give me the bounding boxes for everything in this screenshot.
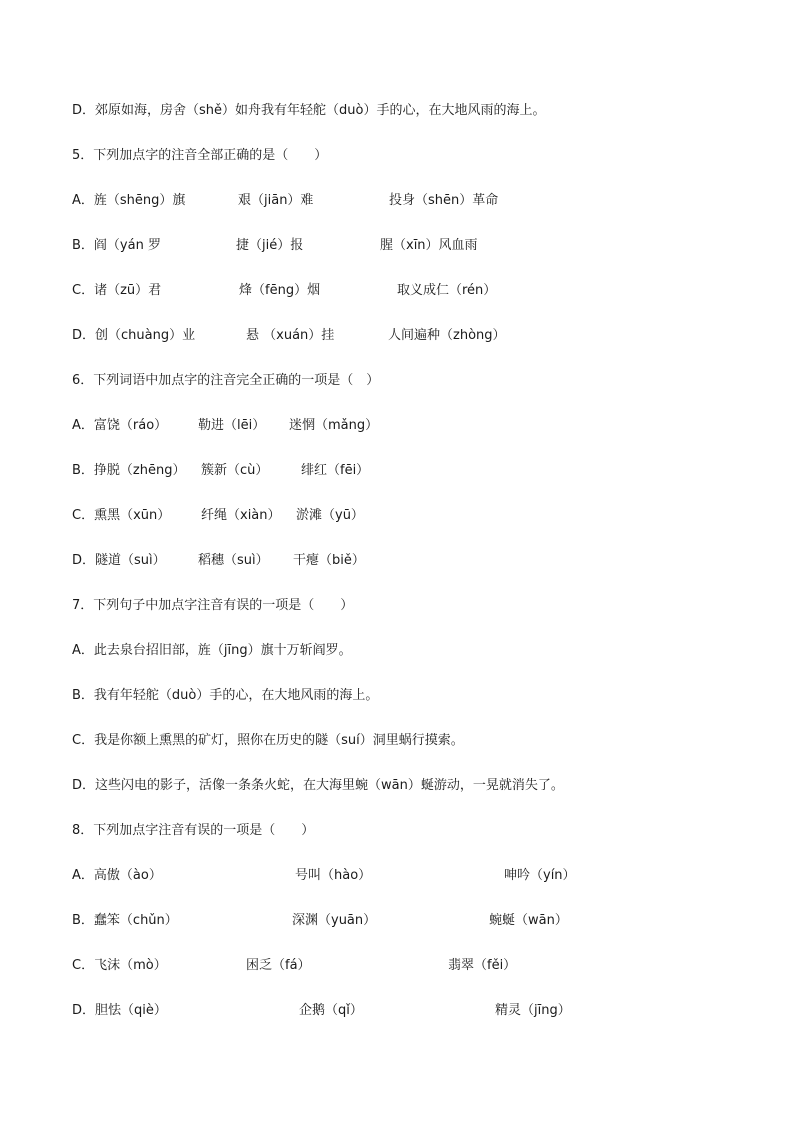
option-term: 悬 （xuán）挂 — [246, 328, 335, 343]
line-text: 7．下列句子中加点字注音有误的一项是（ ） — [72, 598, 354, 613]
line-text: D．这些闪电的影子，活像一条条火蛇，在大海里蜿（wān）蜒游动，一晃就消失了。 — [72, 778, 564, 793]
option-term: A．旌（shēng）旗 — [72, 193, 186, 208]
line-text: 8．下列加点字注音有误的一项是（ ） — [72, 823, 315, 838]
option-term: B．挣脱（zhēng） — [72, 463, 186, 478]
line-text: B．我有年轻舵（duò）手的心，在大地风雨的海上。 — [72, 688, 379, 703]
line-text: C．我是你额上熏黑的矿灯，照你在历史的隧（suí）洞里蜗行摸索。 — [72, 733, 464, 748]
line-text: 5．下列加点字的注音全部正确的是（ ） — [72, 148, 328, 163]
option-term: C．诸（zū）君 — [72, 283, 162, 298]
option-term: 蜿蜒（wān） — [489, 913, 568, 928]
option-term: 纤绳（xiàn） — [201, 508, 281, 523]
option-term: B．蠢笨（chǔn） — [72, 913, 178, 928]
option-term: 腥（xīn）风血雨 — [380, 238, 478, 253]
option-term: 稻穗（suì） — [198, 553, 269, 568]
option-term: 呻吟（yín） — [504, 868, 576, 883]
option-term: C．熏黑（xūn） — [72, 508, 171, 523]
question-7-stem — [72, 596, 353, 616]
question-4-option-d — [72, 101, 545, 121]
option-term: B．阎（yán 罗 — [72, 238, 161, 253]
option-term: 艰（jiān）难 — [238, 193, 314, 208]
option-term: 人间遍种（zhòng） — [388, 328, 506, 343]
question-7-option-d — [72, 776, 564, 796]
line-text: A．此去泉台招旧部，旌（jīng）旗十万斩阎罗。 — [72, 643, 352, 658]
option-term: D．胆怯（qiè） — [72, 1003, 167, 1018]
option-term: 精灵（jīng） — [495, 1003, 571, 1018]
option-term: 淤滩（yū） — [296, 508, 364, 523]
line-text: 6．下列词语中加点字的注音完全正确的一项是（ ） — [72, 373, 380, 388]
option-term: 干瘪（biě） — [293, 553, 365, 568]
question-8-stem — [72, 821, 314, 841]
option-term: 翡翠（fěi） — [448, 958, 517, 973]
option-term: A．高傲（ào） — [72, 868, 162, 883]
option-term: 投身（shēn）革命 — [389, 193, 499, 208]
line-text: D．郊原如海，房舍（shě）如舟我有年轻舵（duò）手的心，在大地风雨的海上。 — [72, 103, 546, 118]
question-7-option-c — [72, 731, 464, 751]
option-term: 号叫（hào） — [295, 868, 372, 883]
option-term: 深渊（yuān） — [292, 913, 377, 928]
option-term: D．创（chuàng）业 — [72, 328, 196, 343]
option-term: 簇新（cù） — [201, 463, 269, 478]
option-term: 迷惘（mǎng） — [289, 418, 379, 433]
option-term: 企鹅（qǐ） — [299, 1003, 363, 1018]
question-6-stem — [72, 371, 379, 391]
option-term: D．隧道（suì） — [72, 553, 166, 568]
option-term: 烽（fēng）烟 — [239, 283, 321, 298]
option-term: A．富饶（ráo） — [72, 418, 168, 433]
option-term: 捷（jié）报 — [236, 238, 304, 253]
question-7-option-b — [72, 686, 378, 706]
question-7-option-a — [72, 641, 352, 661]
question-5-stem — [72, 146, 327, 166]
option-term: 困乏（fá） — [246, 958, 311, 973]
option-term: 绯红（fēi） — [301, 463, 370, 478]
option-term: C．飞沫（mò） — [72, 958, 167, 973]
option-term: 取义成仁（rén） — [397, 283, 497, 298]
option-term: 勒进（lēi） — [198, 418, 266, 433]
